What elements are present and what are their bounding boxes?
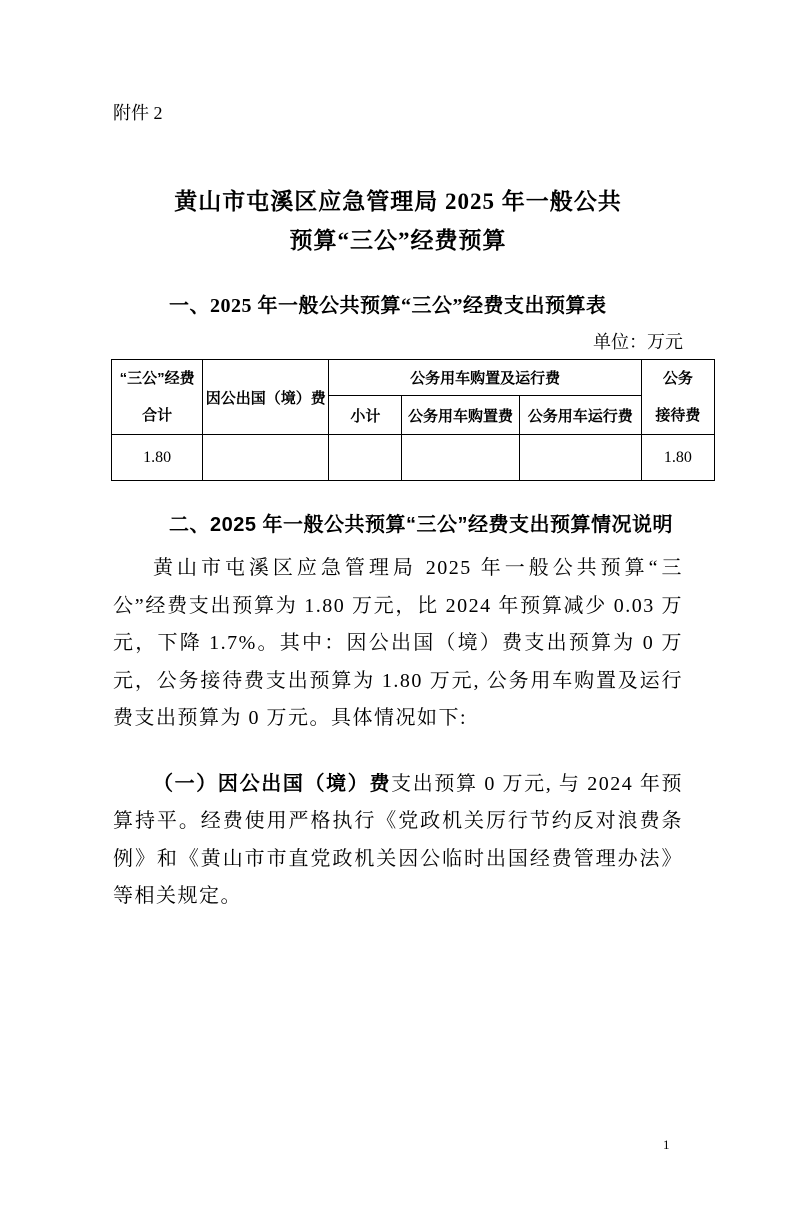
page-number: 1 bbox=[663, 1137, 670, 1152]
col-header-reception-line1: 公务 bbox=[662, 370, 693, 387]
cell-reception-fee: 1.80 bbox=[641, 435, 714, 481]
paragraph2-bold-lead: （一）因公出国（境）费 bbox=[153, 772, 392, 795]
section2-heading: 二、2025 年一般公共预算“三公”经费支出预算情况说明 bbox=[169, 514, 674, 536]
col-header-abroad-fee: 因公出国（境）费 bbox=[203, 360, 329, 435]
attachment-label: 附件 2 bbox=[113, 103, 163, 123]
col-header-sangong-total bbox=[112, 360, 203, 435]
col-header-reception-fee bbox=[641, 360, 714, 435]
cell-vehicle-operation bbox=[519, 435, 641, 481]
section2-paragraph-1: 黄山市屯溪区应急管理局 2025 年一般公共预算“三公”经费支出预算为 1.80 万元，比 2024 年预算减少 0.03 万元，下降 1.7%。其中：因公出国（境）费支出预算为 0 万元，公务接待费支出预算为 1.80 万元, 公务用车购置及运行费支出预算为 0 万元。具体情况如下: bbox=[113, 557, 683, 729]
table-data-row bbox=[112, 435, 715, 481]
title-line-1: 黄山市屯溪区应急管理局 2025 年一般公共 bbox=[174, 189, 622, 214]
table-unit-note: 单位：万元 bbox=[593, 332, 683, 352]
table-header-row-1 bbox=[112, 360, 715, 396]
col-header-vehicle-purchase: 公务用车购置费 bbox=[402, 396, 519, 435]
document-page bbox=[0, 102, 794, 1224]
cell-sangong-total: 1.80 bbox=[112, 435, 203, 481]
section1-heading: 一、2025 年一般公共预算“三公”经费支出预算表 bbox=[169, 295, 607, 317]
paragraph2-body-text: 支出预算 0 万元, 与 2024 年预算持平。经费使用严格执行《党政机关厉行节约反对浪费条例》和《黄山市市直党政机关因公临时出国经费管理办法》等相关规定。 bbox=[113, 772, 684, 907]
section2-paragraph-2 bbox=[113, 766, 683, 916]
col-header-vehicle-group: 公务用车购置及运行费 bbox=[329, 360, 642, 396]
col-header-subtotal: 小计 bbox=[329, 396, 402, 435]
cell-abroad-fee bbox=[203, 435, 329, 481]
cell-vehicle-purchase bbox=[402, 435, 519, 481]
cell-vehicle-subtotal bbox=[329, 435, 402, 481]
col-header-sangong-total-line2: 合计 bbox=[142, 407, 173, 424]
budget-table bbox=[111, 359, 715, 481]
title-line-2: 预算“三公”经费预算 bbox=[289, 228, 507, 253]
col-header-sangong-total-line1: “三公”经费 bbox=[119, 370, 195, 387]
col-header-vehicle-operation: 公务用车运行费 bbox=[519, 396, 641, 435]
document-title bbox=[113, 182, 683, 260]
col-header-reception-line2: 接待费 bbox=[655, 407, 701, 424]
